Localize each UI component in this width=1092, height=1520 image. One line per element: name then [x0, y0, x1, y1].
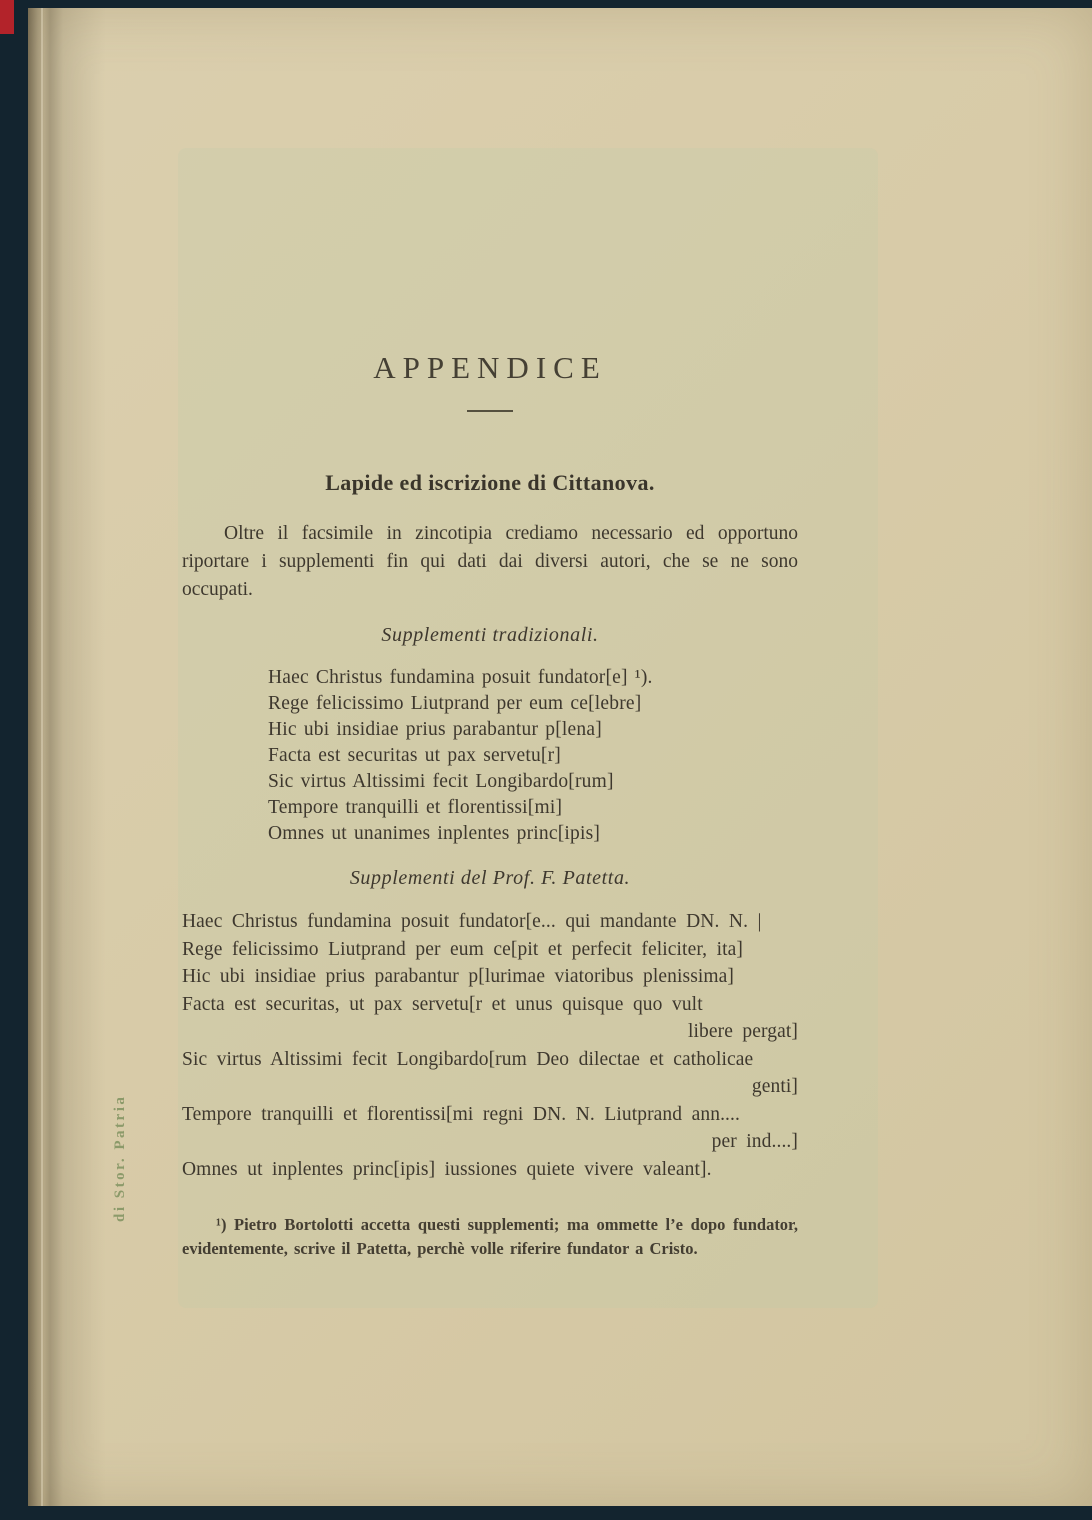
patetta-line: Haec Christus fundamina posuit fundator[e... qui mandante DN. N. |: [182, 911, 762, 932]
patetta-line: Sic virtus Altissimi fecit Longibardo[rum Deo dilectae et catholicae: [182, 1048, 754, 1070]
verse-line: Rege felicissimo Liutprand per eum ce[lebre]: [268, 693, 642, 714]
binding-shadow: [28, 8, 106, 1506]
patetta-line: Rege felicissimo Liutprand per eum ce[pit et perfecit feliciter, ita]: [182, 938, 743, 960]
verse-line: Sic virtus Altissimi fecit Longibardo[rum]: [268, 771, 614, 792]
patetta-supplements-block: [182, 908, 798, 1183]
verse-line: Facta est securitas ut pax servetu[r]: [268, 745, 561, 766]
verse-line: Tempore tranquilli et florentissi[mi]: [268, 797, 563, 818]
page-content: [182, 350, 798, 1278]
section-heading-patetta: Supplementi del Prof. F. Patetta.: [349, 867, 631, 889]
patetta-line: per ind....]: [711, 1131, 798, 1152]
library-stamp: di Stor. Patria: [112, 1094, 128, 1222]
patetta-line: Omnes ut inplentes princ[ipis] iussiones quiete vivere valeant].: [182, 1158, 712, 1180]
traditional-supplements-verse: [182, 665, 798, 847]
verse-line: Omnes ut unanimes inplentes princ[ipis]: [268, 823, 601, 844]
patetta-line: Hic ubi insidiae prius parabantur p[lurimae viatoribus plenissima]: [182, 966, 735, 987]
footnote: ¹) Pietro Bortolotti accetta questi supplementi; ma ommette l’e dopo fundator, evidentemente, scrive il Patetta, perchè volle riferire fundator a Cristo.: [182, 1215, 798, 1258]
patetta-line: Facta est securitas, ut pax servetu[r et unus quisque quo vult: [182, 993, 703, 1015]
patetta-line: libere pergat]: [687, 1021, 798, 1042]
title-divider: [467, 410, 513, 412]
chapter-subtitle: Lapide ed iscrizione di Cittanova.: [325, 470, 655, 495]
section-heading-traditional: Supplementi tradizionali.: [381, 624, 599, 646]
patetta-line: genti]: [751, 1076, 798, 1097]
appendix-title: APPENDICE: [373, 350, 607, 385]
page-edge: [41, 8, 43, 1506]
verse-line: Hic ubi insidiae prius parabantur p[lena]: [268, 719, 602, 740]
patetta-line: Tempore tranquilli et florentissi[mi regni DN. N. Liutprand ann....: [182, 1103, 740, 1125]
red-corner-mark: [0, 0, 14, 34]
verse-line: Haec Christus fundamina posuit fundator[e] ¹).: [268, 667, 653, 688]
intro-paragraph: Oltre il facsimile in zincotipia crediamo necessario ed opportuno riportare i supplementi fin qui dati dai diversi autori, che se ne sono occupati.: [182, 523, 798, 600]
